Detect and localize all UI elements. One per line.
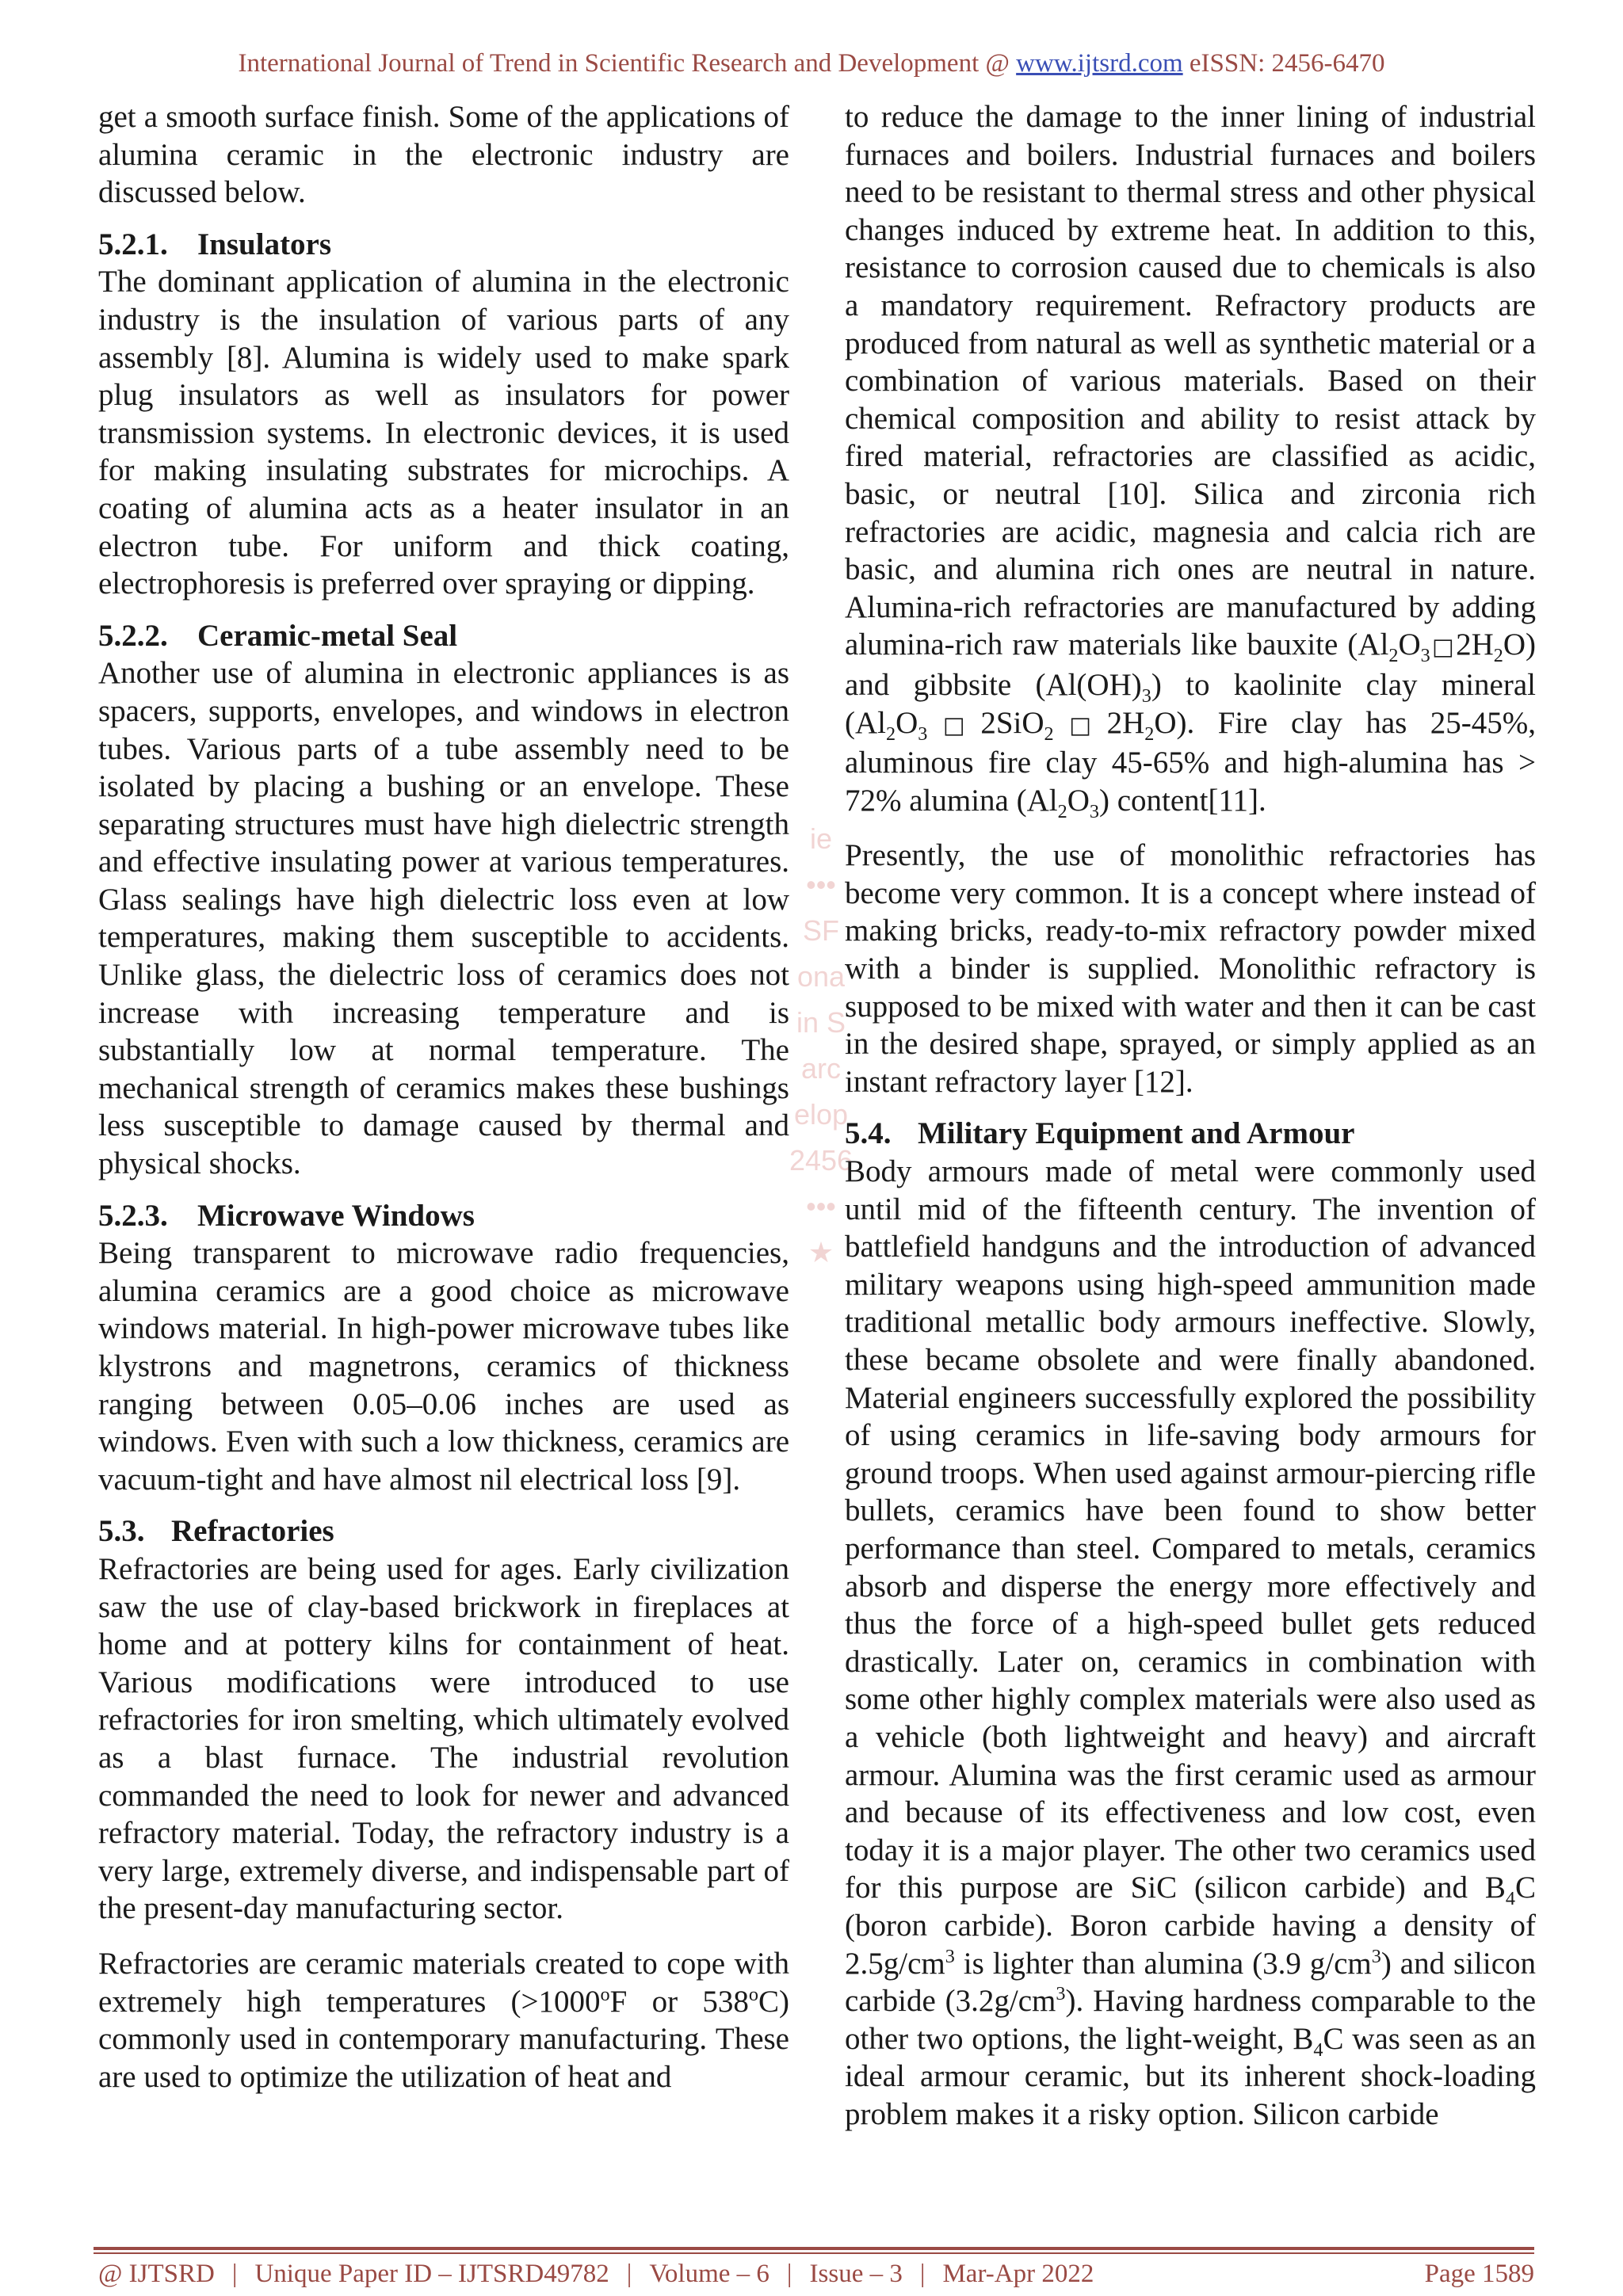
header-journal-name: International Journal of Trend in Scientific Research and Development @ [238, 49, 1017, 78]
military-armour-paragraph [845, 1153, 1536, 2133]
watermark-text: SF [802, 914, 839, 947]
footer-paper-id: Unique Paper ID – IJTSRD49782 [254, 2260, 609, 2288]
footer-issue: Issue – 3 [809, 2260, 903, 2288]
subscript: 2 [1388, 645, 1399, 667]
superscript: 3 [1056, 1983, 1066, 2005]
running-footer [98, 2260, 1534, 2289]
subscript: 3 [1089, 800, 1099, 822]
footer-page-number: Page 1589 [1424, 2260, 1534, 2288]
text-run: ) to kaolinite clay mineral (Al [845, 667, 1536, 740]
refractories-paragraph-2 [98, 1945, 789, 2096]
text-run: O [896, 705, 918, 740]
footer-date: Mar-Apr 2022 [942, 2260, 1094, 2288]
text-run: O [1398, 627, 1421, 662]
section-number: 5.4. [845, 1116, 892, 1151]
section-heading-5-2-2 [98, 617, 789, 655]
subscript: 3 [1141, 685, 1151, 707]
footer-volume: Volume – 6 [649, 2260, 769, 2288]
missing-glyph: □ [1053, 711, 1107, 738]
text-run: O [1067, 783, 1090, 818]
watermark-text: in S [796, 1006, 846, 1039]
degree-sup: o [748, 1983, 758, 2005]
missing-glyph: □ [1430, 633, 1457, 661]
watermark-text: ••• [806, 868, 836, 901]
text-run: C) commonly used in contemporary manufacturing. These are used to optimize the utilization of heat and [98, 1984, 789, 2094]
footer-items [98, 2260, 1094, 2289]
section-heading-5-2-1 [98, 226, 789, 264]
footer-separator: | [626, 2260, 632, 2288]
text-run: ) content[11]. [1098, 783, 1266, 818]
subscript: 4 [1505, 1888, 1515, 1910]
text-run: 2SiO [980, 705, 1044, 740]
text-run: F or 538 [609, 1984, 749, 2019]
text-run: ). Having hardness comparable to the other two options, the light-weight, B [845, 1984, 1536, 2056]
section-title: Ceramic-metal Seal [197, 618, 458, 653]
insulators-paragraph: The dominant application of alumina in the electronic industry is the insulation of various parts of any assembly [8]. Alumina is widely used to make spark plug insulators as well as insulators for power transmission systems. In electronic devices, it is used for making insulating substrates for microchips. A coating of alumina acts as a heater insulator in an electron tube. For uniform and thick coating, electrophoresis is preferred over spraying or dipping. [98, 265, 789, 601]
watermark-text: elop [793, 1098, 849, 1131]
running-header [0, 49, 1623, 78]
subscript: 2 [1057, 800, 1067, 822]
section-number: 5.2.2. [98, 618, 168, 653]
refractories-continued-paragraph [845, 98, 1536, 822]
watermark-text: ona [796, 960, 846, 993]
text-run: is lighter than alumina (3.9 g/cm [954, 1946, 1372, 1981]
subscript: 2 [1044, 723, 1054, 745]
degree-sup: o [600, 1983, 610, 2005]
text-run: O). Fire clay has 25-45%, aluminous fire clay 45-65% and high-alumina has > 72% alumina (Al [845, 705, 1536, 818]
text-run: Refractories are ceramic materials created to cope with extremely high temperatures (>1000 [98, 1946, 789, 2019]
section-title: Military Equipment and Armour [918, 1116, 1355, 1151]
header-issn: eISSN: 2456-6470 [1182, 49, 1385, 78]
subscript: 2 [886, 723, 896, 745]
subscript: 2 [1144, 723, 1155, 745]
text-run: C was seen as an ideal armour ceramic, but its inherent shock-loading problem makes it a risky option. Silicon carbide [845, 2021, 1536, 2131]
section-title: Refractories [171, 1514, 334, 1549]
text-run: C (boron carbide). Boron carbide having a density of 2.5g/cm [845, 1871, 1536, 1981]
section-heading-5-2-3 [98, 1197, 789, 1235]
section-number: 5.2.1. [98, 227, 168, 261]
section-heading-5-4 [845, 1115, 1536, 1153]
subscript: 3 [918, 723, 928, 745]
missing-glyph: □ [927, 711, 981, 738]
footer-rule [94, 2252, 1534, 2254]
watermark-text: 2456 [789, 1144, 854, 1177]
section-title: Microwave Windows [197, 1198, 475, 1233]
footer-separator: | [919, 2260, 926, 2288]
monolithic-refractories-paragraph: Presently, the use of monolithic refractories has become very common. It is a concept where instead of making bricks, ready-to-mix refractory powder mixed with a binder is supplied. Monolithic refractory is supposed to be mixed with water and then it can be cast in the desired shape, sprayed, or simply applied as an instant refractory layer [12]. [845, 838, 1536, 1099]
text-run: 2H [1456, 627, 1494, 662]
footer-journal: @ IJTSRD [98, 2260, 215, 2288]
watermark-star-icon: ★ [808, 1236, 834, 1268]
text-run: ) and silicon carbide (3.2g/cm [845, 1946, 1537, 2019]
intro-paragraph: get a smooth surface finish. Some of the applications of alumina ceramic in the electronic industry are discussed below. [98, 100, 789, 210]
superscript: 3 [1371, 1945, 1381, 1967]
subscript: 2 [1493, 645, 1503, 667]
right-column [845, 98, 1536, 2133]
footer-separator: | [786, 2260, 792, 2288]
superscript: 3 [945, 1945, 955, 1967]
ceramic-metal-seal-paragraph: Another use of alumina in electronic appliances is as spacers, supports, envelopes, and windows in electron tubes. Various parts of a tube assembly need to be isolated by placing a bushing or an envelope. These separating structures must have high dielectric strength and effective insulating power at various temperatures. Glass sealings have high dielectric loss even at low temperatures, making them susceptible to accidents. Unlike glass, the dielectric loss of ceramics does not increase with increasing temperature and is substantially low at normal temperature. The mechanical strength of ceramics makes these bushings less susceptible to damage caused by thermal and physical shocks. [98, 656, 789, 1181]
watermark-text: arc [800, 1052, 841, 1085]
section-heading-5-3 [98, 1512, 789, 1550]
footer-separator: | [231, 2260, 238, 2288]
subscript: 4 [1313, 2039, 1323, 2061]
section-title: Insulators [197, 227, 332, 261]
watermark-text: ••• [806, 1190, 836, 1222]
section-number: 5.2.3. [98, 1198, 168, 1233]
text-run: 2H [1106, 705, 1145, 740]
text-run: Body armours made of metal were commonly used until mid of the fifteenth century. The invention of battlefield handguns and the introduction of advanced military weapons using high-speed ammunition made traditional metallic body armours ineffective. Slowly, these became obsolete and were finally abandoned. Material engineers successfully explored the possibility of using ceramics in life-saving body armours for ground troops. When used against armour-piercing rifle bullets, ceramics have been found to show better performance than steel. Compared to metals, ceramics absorb and disperse the energy more effectively and thus the force of a high-speed bullet gets reduced drastically. Later on, ceramics in combination with some other highly complex materials were also used as a vehicle (both lightweight and heavy) and aircraft armour. Alumina was the first ceramic used as armour and because of its effectiveness and low cost, even today it is a major player. The other two ceramics used for this purpose are SiC (silicon carbide) and B [845, 1154, 1536, 1905]
microwave-windows-paragraph: Being transparent to microwave radio frequencies, alumina ceramics are a good choice as microwave windows material. In high-power microwave tubes like klystrons and magnetrons, ceramics of thickness ranging between 0.05–0.06 inches are used as windows. Even with such a low thickness, ceramics are vacuum-tight and have almost nil electrical loss [9]. [98, 1236, 789, 1497]
left-column [98, 98, 789, 2096]
text-run: O) and gibbsite (Al(OH) [845, 627, 1536, 702]
text-run: to reduce the damage to the inner lining of industrial furnaces and boilers. Industrial furnaces and boilers need to be resistant to thermal stress and other physical changes induced by extreme heat. In addition to this, resistance to corrosion caused due to chemicals is also a mandatory requirement. Refractory products are produced from natural as well as synthetic material or a combination of various materials. Based on their chemical composition and ability to resist attack by fired material, refractories are classified as acidic, basic, or neutral [10]. Silica and zirconia rich refractories are acidic, magnesia and calcia rich are basic, and alumina rich ones are neutral in nature. Alumina-rich refractories are manufactured by adding alumina-rich raw materials like bauxite (Al [845, 100, 1536, 662]
watermark-text: ie [809, 822, 833, 855]
header-journal-link[interactable]: www.ijtsrd.com [1016, 49, 1183, 78]
footer-rule [94, 2247, 1534, 2250]
section-number: 5.3. [98, 1514, 145, 1549]
subscript: 3 [1420, 645, 1430, 667]
refractories-paragraph-1: Refractories are being used for ages. Early civilization saw the use of clay-based brickwork in fireplaces at home and at pottery kilns for containment of heat. Various modifications were introduced to use refractories for iron smelting, which ultimately evolved as a blast furnace. The industrial revolution commanded the need to look for newer and advanced refractory material. Today, the refractory industry is a very large, extremely diverse, and indispensable part of the present-day manufacturing sector. [98, 1551, 789, 1926]
